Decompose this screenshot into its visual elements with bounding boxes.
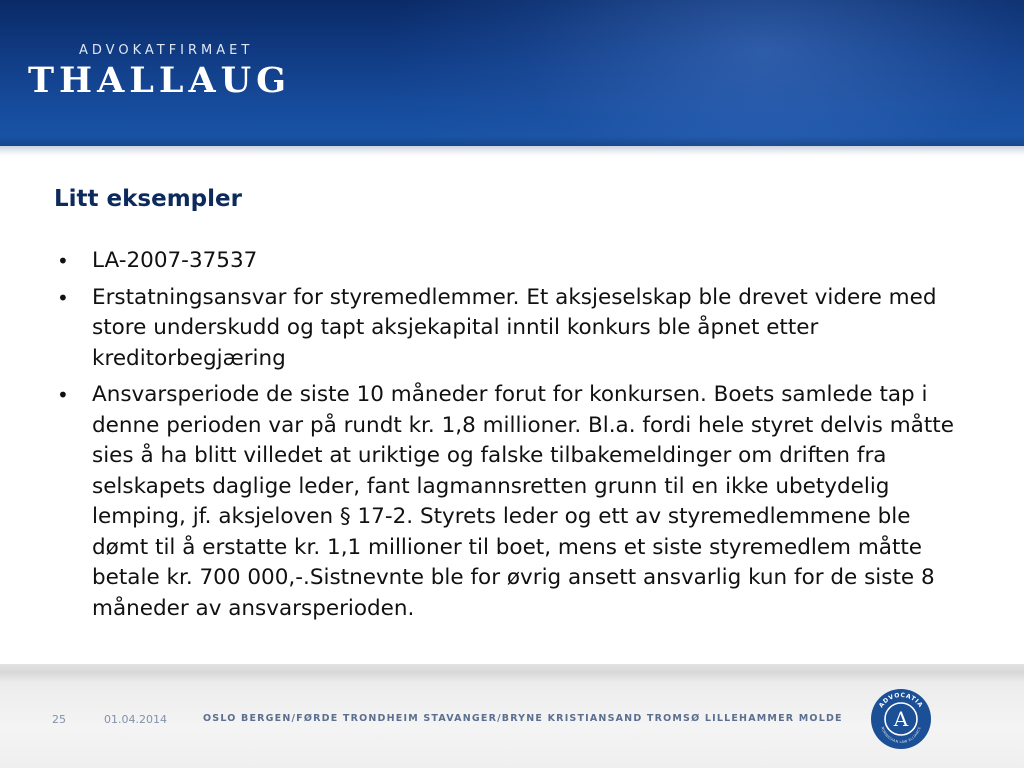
badge-name: ADVOCATIA: [877, 691, 925, 710]
badge-subtitle: NORWEGIAN LAW ALLIANCE: [880, 726, 922, 745]
firm-logo: THALLAUG: [28, 60, 292, 101]
office-cities: OSLO BERGEN/FØRDE TRONDHEIM STAVANGER/BRYNE KRISTIANSAND TROMSØ LILLEHAMMER MOLDE: [203, 713, 843, 724]
badge-letter: A: [893, 707, 909, 731]
header-glow: [384, 0, 1024, 146]
bullet-text: Erstatningsansvar for styremedlemmer. Et aksjeselskap ble drevet videre med store underskudd og tapt aksjekapital inntil konkurs ble åpnet etter kreditorbegjæring: [92, 284, 937, 371]
bullet-list: [55, 246, 955, 630]
slide-date: 01.04.2014: [104, 713, 167, 726]
header-fade: [0, 146, 1024, 156]
bullet-text: Ansvarsperiode de siste 10 måneder forut for konkursen. Boets samlede tap i denne perioden var på rundt kr. 1,8 millioner. Bl.a. fordi hele styret delvis måtte sies å ha blitt villedet at uriktige og falske tilbakemeldinger om driften fra selskapets daglige leder, fant lagmannsretten grunn til en ikke ubetydelig lemping, jf. aksjeloven § 17-2. Styrets leder og ett av styremedlemmene ble dømt til å erstatte kr. 1,1 millioner til boet, mens et siste styremedlem måtte betale kr. 700 000,-.Sistnevnte ble for øvrig ansett ansvarlig kun for de siste 8 måneder av ansvarsperioden.: [92, 382, 954, 621]
bullet-item: [55, 283, 955, 375]
header-banner: [0, 0, 1024, 146]
bullet-icon: •: [57, 285, 69, 310]
header-shadow: [0, 136, 1024, 146]
page-number: 25: [52, 713, 66, 726]
slide-title: Litt eksempler: [54, 186, 242, 212]
bullet-item: [55, 380, 955, 624]
bullet-item: [55, 246, 955, 277]
bullet-text: LA-2007-37537: [92, 248, 258, 273]
bullet-icon: •: [57, 383, 69, 407]
firm-prefix: ADVOKATFIRMAET: [79, 43, 254, 58]
bullet-icon: •: [57, 249, 69, 273]
advocatia-badge-icon: [870, 688, 932, 750]
